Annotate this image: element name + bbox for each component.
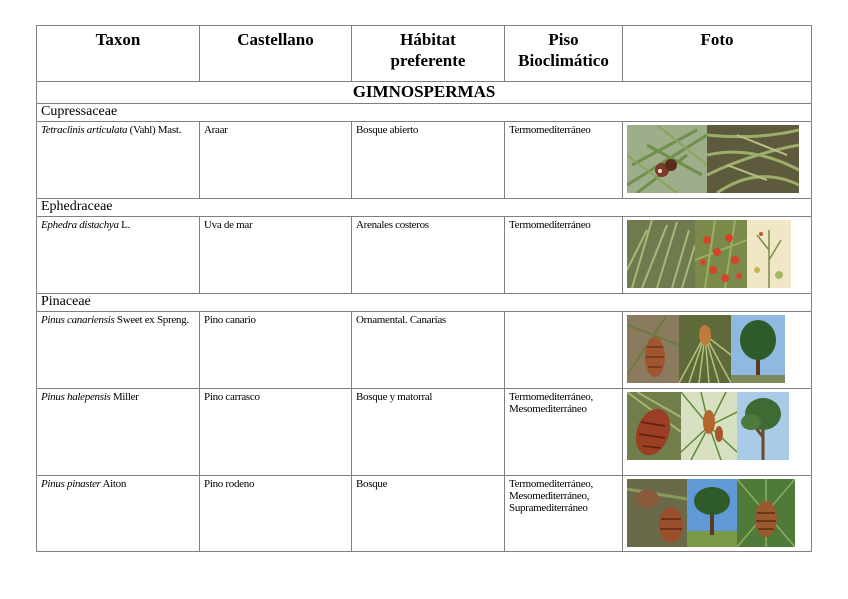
species-author: (Vahl) Mast. (127, 124, 182, 136)
ephedra-illustration-photo (747, 220, 791, 288)
pinus-halepensis-branch-photo (681, 392, 737, 460)
piso-cell: Termomediterráneo, Mesomediterráneo (505, 389, 623, 476)
taxon-cell (37, 312, 200, 389)
header-piso-line2: Bioclimático (518, 51, 609, 70)
habitat-cell: Ornamental. Canarias (352, 312, 505, 389)
header-piso (505, 26, 623, 82)
species-author: L. (118, 219, 131, 231)
pinus-pinaster-tree-photo (687, 479, 737, 547)
family-row (37, 199, 812, 217)
common-name-cell: Uva de mar (200, 217, 352, 294)
family-row (37, 294, 812, 312)
pinus-halepensis-tree-photo (737, 392, 789, 460)
common-name-cell: Araar (200, 122, 352, 199)
header-taxon: Taxon (37, 26, 200, 82)
family-row (37, 104, 812, 122)
family-name: Pinaceae (37, 294, 812, 312)
taxon-cell (37, 217, 200, 294)
species-name: Pinus canariensis (41, 314, 115, 326)
photo-cell (623, 312, 812, 389)
pinus-canariensis-needles-photo (679, 315, 731, 383)
species-name: Pinus pinaster (41, 478, 101, 490)
tetraclinis-foliage-photo (707, 125, 799, 193)
species-author: Miller (110, 391, 139, 403)
taxon-cell (37, 122, 200, 199)
table-row (37, 476, 812, 552)
habitat-cell: Bosque abierto (352, 122, 505, 199)
common-name-cell: Pino carrasco (200, 389, 352, 476)
section-title: GIMNOSPERMAS (37, 82, 812, 104)
photo-cell (623, 389, 812, 476)
pinus-halepensis-cone-photo (627, 392, 681, 460)
species-name: Tetraclinis articulata (41, 124, 128, 136)
species-author: Aiton (100, 478, 127, 490)
taxon-cell (37, 389, 200, 476)
pinus-pinaster-cone-photo (737, 479, 795, 547)
habitat-cell: Bosque (352, 476, 505, 552)
habitat-cell: Bosque y matorral (352, 389, 505, 476)
tetraclinis-branch-photo (627, 125, 707, 193)
piso-cell: Termomediterráneo, Mesomediterráneo, Supramediterráneo (505, 476, 623, 552)
habitat-cell: Arenales costeros (352, 217, 505, 294)
ephedra-berries-photo (695, 220, 747, 288)
piso-cell: Termomediterráneo (505, 217, 623, 294)
table-row (37, 312, 812, 389)
header-habitat-line1: Hábitat (400, 30, 456, 49)
header-habitat (352, 26, 505, 82)
species-author: Sweet ex Spreng. (114, 314, 189, 326)
photo-cell (623, 476, 812, 552)
section-row (37, 82, 812, 104)
header-row (37, 26, 812, 82)
header-foto: Foto (623, 26, 812, 82)
header-habitat-line2: preferente (390, 51, 466, 70)
pinus-pinaster-cones-photo (627, 479, 687, 547)
pinus-canariensis-tree-photo (731, 315, 785, 383)
family-name: Ephedraceae (37, 199, 812, 217)
table-row (37, 217, 812, 294)
common-name-cell: Pino rodeno (200, 476, 352, 552)
table-row (37, 389, 812, 476)
taxon-cell (37, 476, 200, 552)
table-row (37, 122, 812, 199)
photo-cell (623, 217, 812, 294)
common-name-cell: Pino canario (200, 312, 352, 389)
header-piso-line1: Piso (548, 30, 579, 49)
header-castellano: Castellano (200, 26, 352, 82)
species-name: Ephedra distachya (41, 219, 119, 231)
family-name: Cupressaceae (37, 104, 812, 122)
pinus-canariensis-cone-photo (627, 315, 679, 383)
species-name: Pinus halepensis (41, 391, 111, 403)
photo-cell (623, 122, 812, 199)
piso-cell: Termomediterráneo (505, 122, 623, 199)
species-table (36, 25, 812, 552)
piso-cell (505, 312, 623, 389)
ephedra-shrub-photo (627, 220, 695, 288)
